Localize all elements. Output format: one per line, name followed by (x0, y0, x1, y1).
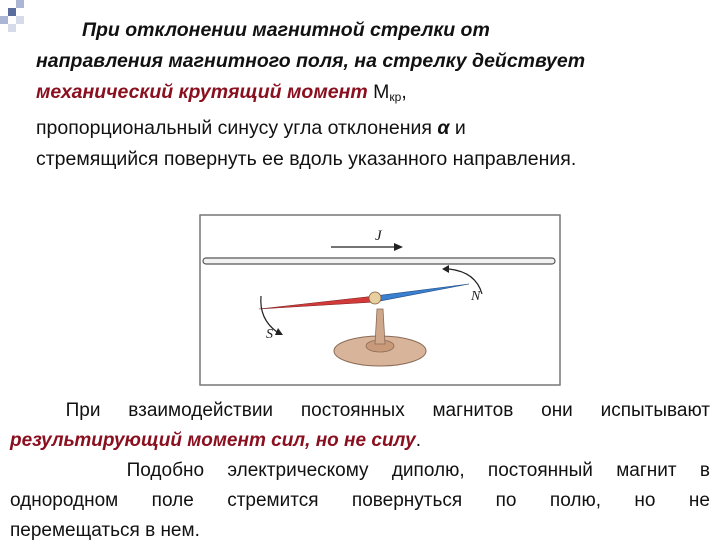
south-label: S (266, 327, 273, 342)
alpha-symbol: α (437, 117, 450, 139)
moment-subscript: кр (389, 90, 402, 104)
north-label: N (471, 289, 481, 304)
compass-needle-figure (199, 214, 561, 386)
intro-text-4: пропорциональный синусу угла отклонения (36, 117, 438, 139)
conclusion-text-1: При взаимодействии постоянных магнитов они испытывают (65, 400, 711, 421)
conclusion-text-4: однородном поле стремится повернуться по полю, но не (10, 490, 710, 511)
conclusion-line-3 (10, 456, 710, 486)
conclusion-line-4 (10, 486, 710, 516)
intro-text-1: При отклонении магнитной стрелки от (82, 19, 490, 41)
resultant-moment-text: результирующий момент сил, но не силу (10, 430, 416, 451)
current-label: J (375, 228, 382, 244)
intro-paragraph (36, 15, 716, 175)
intro-line-1 (36, 15, 716, 46)
intro-text-3: механический крутящий момент (36, 81, 374, 103)
intro-text-5: стремящийся повернуть ее вдоль указанного направления. (36, 148, 577, 170)
moment-symbol: M (373, 81, 390, 103)
conductor-bar (203, 258, 555, 264)
deco-square (0, 16, 8, 24)
deco-square (8, 8, 16, 16)
conclusion-line-1 (10, 396, 710, 426)
needle-pivot (369, 292, 381, 304)
stand-post (375, 309, 385, 344)
intro-line-5 (36, 144, 716, 175)
conclusion-text-5: перемещаться в нем. (10, 520, 200, 541)
deco-square (8, 24, 16, 32)
conclusion-paragraph (10, 396, 710, 546)
intro-line-4 (36, 113, 716, 144)
intro-line-2 (36, 46, 716, 77)
intro-text-4-end: и (449, 117, 466, 139)
conclusion-text-3: Подобно электрическому диполю, постоянный магнит в (126, 460, 710, 481)
deco-square (16, 0, 24, 8)
intro-comma: , (401, 81, 407, 103)
conclusion-line-2 (10, 426, 710, 456)
intro-text-2: направления магнитного поля, на стрелку действует (36, 50, 586, 72)
conclusion-line-5 (10, 516, 710, 546)
intro-line-3 (36, 77, 716, 113)
deco-square (16, 16, 24, 24)
conclusion-period: . (415, 430, 421, 451)
